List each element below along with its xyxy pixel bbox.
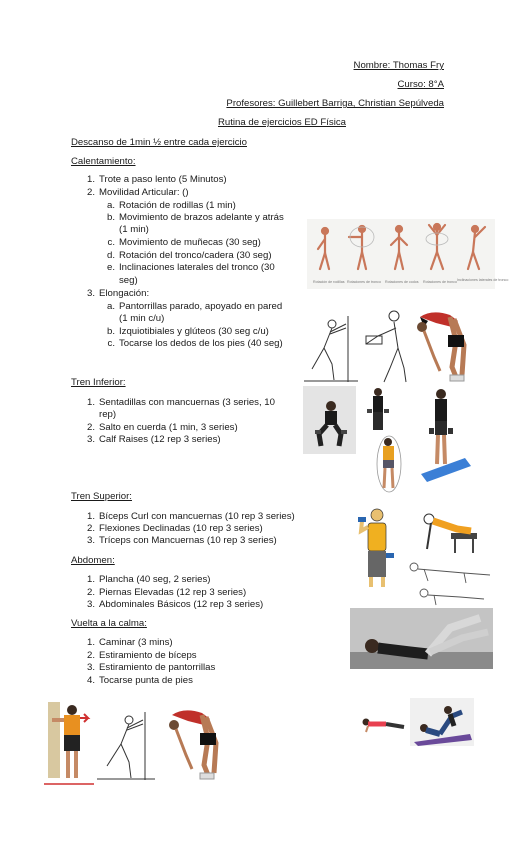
list-item: 3. Tríceps con Mancuernas (10 rep 3 series) bbox=[86, 535, 277, 546]
list-item: 3. Estiramiento de pantorrillas bbox=[86, 662, 216, 673]
caption-trunk-2: Rotaciones de tronco bbox=[423, 280, 457, 284]
list-item: 2. Flexiones Declinadas (10 rep 3 series) bbox=[86, 523, 263, 534]
sub-item: a. Rotación de rodillas (1 min) bbox=[106, 200, 236, 211]
list-item: 1. Sentadillas con mancuernas (3 series, 10 bbox=[86, 397, 275, 408]
sub-item: a. Pantorrillas parado, apoyado en pared bbox=[106, 301, 283, 312]
document-title: Rutina de ejercicios ED Física bbox=[218, 117, 346, 128]
list-item: 1. Plancha (40 seg, 2 series) bbox=[86, 574, 211, 585]
list-item: 2. Estiramiento de bíceps bbox=[86, 650, 197, 661]
hamstring-stretch-sketch bbox=[360, 306, 410, 386]
list-item: 2. Movilidad Articular: () bbox=[86, 187, 189, 198]
teachers-label: Profesores: Guillebert Barriga, Christian Sepúlveda bbox=[226, 98, 444, 109]
caption-elbow: Rotaciones de codos bbox=[385, 280, 419, 284]
sub-item: c. Tocarse los dedos de los pies (40 seg) bbox=[107, 338, 283, 349]
list-item: 2. Salto en cuerda (1 min, 3 series) bbox=[86, 422, 238, 433]
sub-item-cont: (1 min c/u) bbox=[119, 313, 165, 324]
list-item: 3. Calf Raises (12 rep 3 series) bbox=[86, 434, 221, 445]
list-item: 1. Bíceps Curl con mancuernas (10 rep 3 series) bbox=[86, 511, 295, 522]
toe-touch-image bbox=[412, 305, 472, 385]
bicep-stretch-image bbox=[44, 700, 94, 786]
bicep-curl-image bbox=[356, 507, 396, 589]
list-item: 1. Caminar (3 mins) bbox=[86, 637, 173, 648]
leg-raise-image bbox=[410, 698, 474, 746]
abs-heading: Abdomen: bbox=[71, 555, 115, 566]
caption-knee: Rotación de rodillas bbox=[313, 280, 345, 284]
sub-item: e. Inclinaciones laterales del tronco (30 bbox=[106, 262, 275, 273]
dumbbell-squat-image bbox=[303, 386, 356, 454]
caption-trunk: Rotaciones de tronco bbox=[347, 280, 381, 284]
plank-image bbox=[358, 712, 408, 736]
list-item: 4. Tocarse punta de pies bbox=[86, 675, 193, 686]
sub-item: b. Izquiotibiales y glúteos (30 seg c/u) bbox=[106, 326, 269, 337]
toe-touch-image-2 bbox=[166, 703, 222, 783]
upper-body-heading: Tren Superior: bbox=[71, 491, 132, 502]
list-item-cont: rep) bbox=[99, 409, 117, 420]
list-item: 1. Trote a paso lento (5 Minutos) bbox=[86, 174, 227, 185]
decline-pushup-image bbox=[417, 509, 480, 555]
course-label: Curso: 8°A bbox=[397, 79, 444, 90]
sub-item: b. Movimiento de brazos adelante y atrás bbox=[106, 212, 284, 223]
sub-item: c. Movimiento de muñecas (30 seg) bbox=[107, 237, 261, 248]
rest-note: Descanso de 1min ½ entre cada ejercicio bbox=[71, 137, 247, 148]
dumbbell-stand-image bbox=[361, 385, 395, 435]
caption-lateral: Inclinaciones laterales de tronco bbox=[457, 278, 509, 282]
calf-stretch-sketch-2 bbox=[95, 710, 157, 782]
student-name: Nombre: Thomas Fry bbox=[353, 60, 444, 71]
mobility-exercises-image bbox=[307, 219, 509, 289]
lower-body-heading: Tren Inferior: bbox=[71, 377, 126, 388]
calf-raise-image bbox=[415, 386, 472, 482]
cooldown-heading: Vuelta a la calma: bbox=[71, 618, 147, 629]
sub-item: d. Rotación del tronco/cadera (30 seg) bbox=[106, 250, 272, 261]
list-item: 2. Piernas Elevadas (12 rep 3 series) bbox=[86, 587, 247, 598]
tricep-exercise-sketch bbox=[404, 557, 496, 607]
sub-item-cont: seg) bbox=[119, 275, 138, 286]
calf-stretch-sketch bbox=[302, 314, 360, 384]
list-item: 3. Elongación: bbox=[86, 288, 150, 299]
list-item: 3. Abdominales Básicos (12 rep 3 series) bbox=[86, 599, 264, 610]
warmup-heading: Calentamiento: bbox=[71, 156, 136, 167]
jump-rope-image bbox=[374, 434, 404, 498]
crunch-image bbox=[350, 608, 493, 669]
sub-item-cont: (1 min) bbox=[119, 224, 149, 235]
